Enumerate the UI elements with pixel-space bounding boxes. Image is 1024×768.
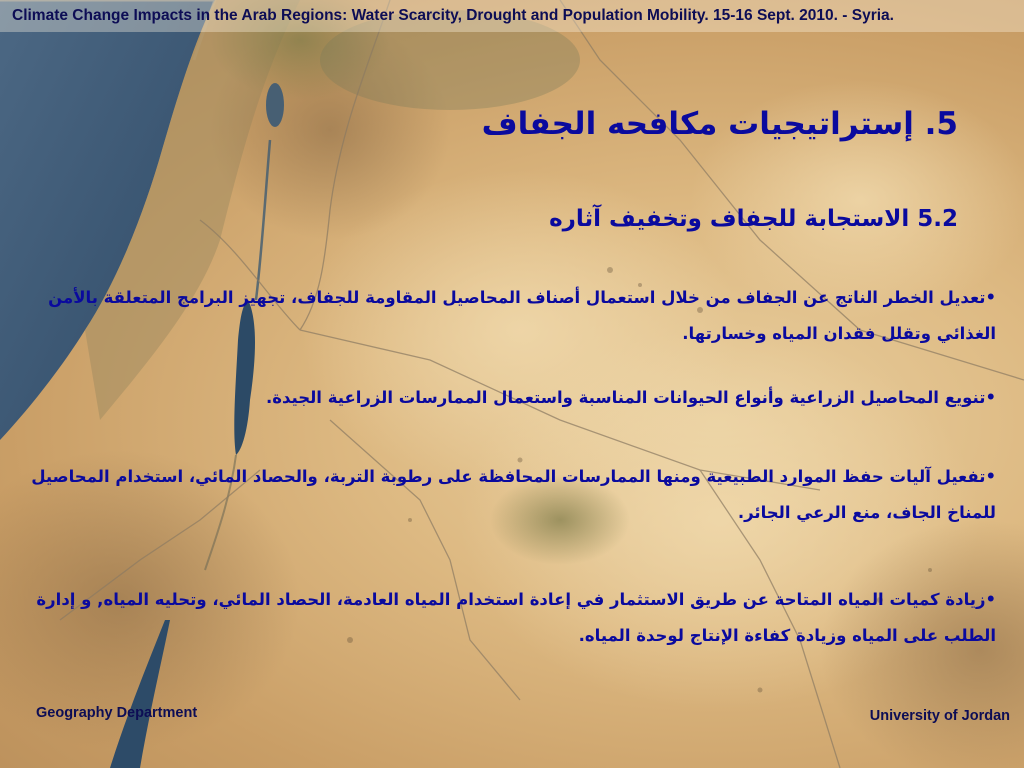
slide-subheading: 5.2 الاستجابة للجفاف وتخفيف آثاره — [549, 206, 958, 232]
footer-university: University of Jordan — [869, 708, 1010, 724]
slide-heading: 5. إستراتيجيات مكافحه الجفاف — [481, 106, 958, 142]
bullet-point: •زيادة كميات المياه المتاحة عن طريق الاستثمار في إعادة استخدام المياه العادمة، الحصاد المائي، وتحليه المياه, و إدارة الطلب على المياه وزيادة كفاءة الإنتاج لوحدة المياه. — [36, 590, 996, 645]
conference-title: Climate Change Impacts in the Arab Regions: Water Scarcity, Drought and Population Mobility. 15-16 Sept. 2010. - Syria. — [12, 7, 894, 24]
bullet-point: •تعديل الخطر الناتج عن الجفاف من خلال استعمال أصناف المحاصيل المقاومة للجفاف، تجهيز البرامج المتعلقة بالأمن الغذائي وتقلل فقدان المياه وخسارتها. — [48, 288, 996, 343]
bullet-point: •تنويع المحاصيل الزراعية وأنواع الحيوانات المناسبة واستعمال الممارسات الزراعية الجيدة. — [265, 388, 996, 407]
footer-department: Geography Department — [36, 705, 198, 721]
bullet-point: •تفعيل آليات حفظ الموارد الطبيعية ومنها الممارسات المحافظة على رطوبة التربة، والحصاد المائي، استخدام المحاصيل للمناخ الجاف، منع الرعي الجائر. — [31, 467, 996, 522]
